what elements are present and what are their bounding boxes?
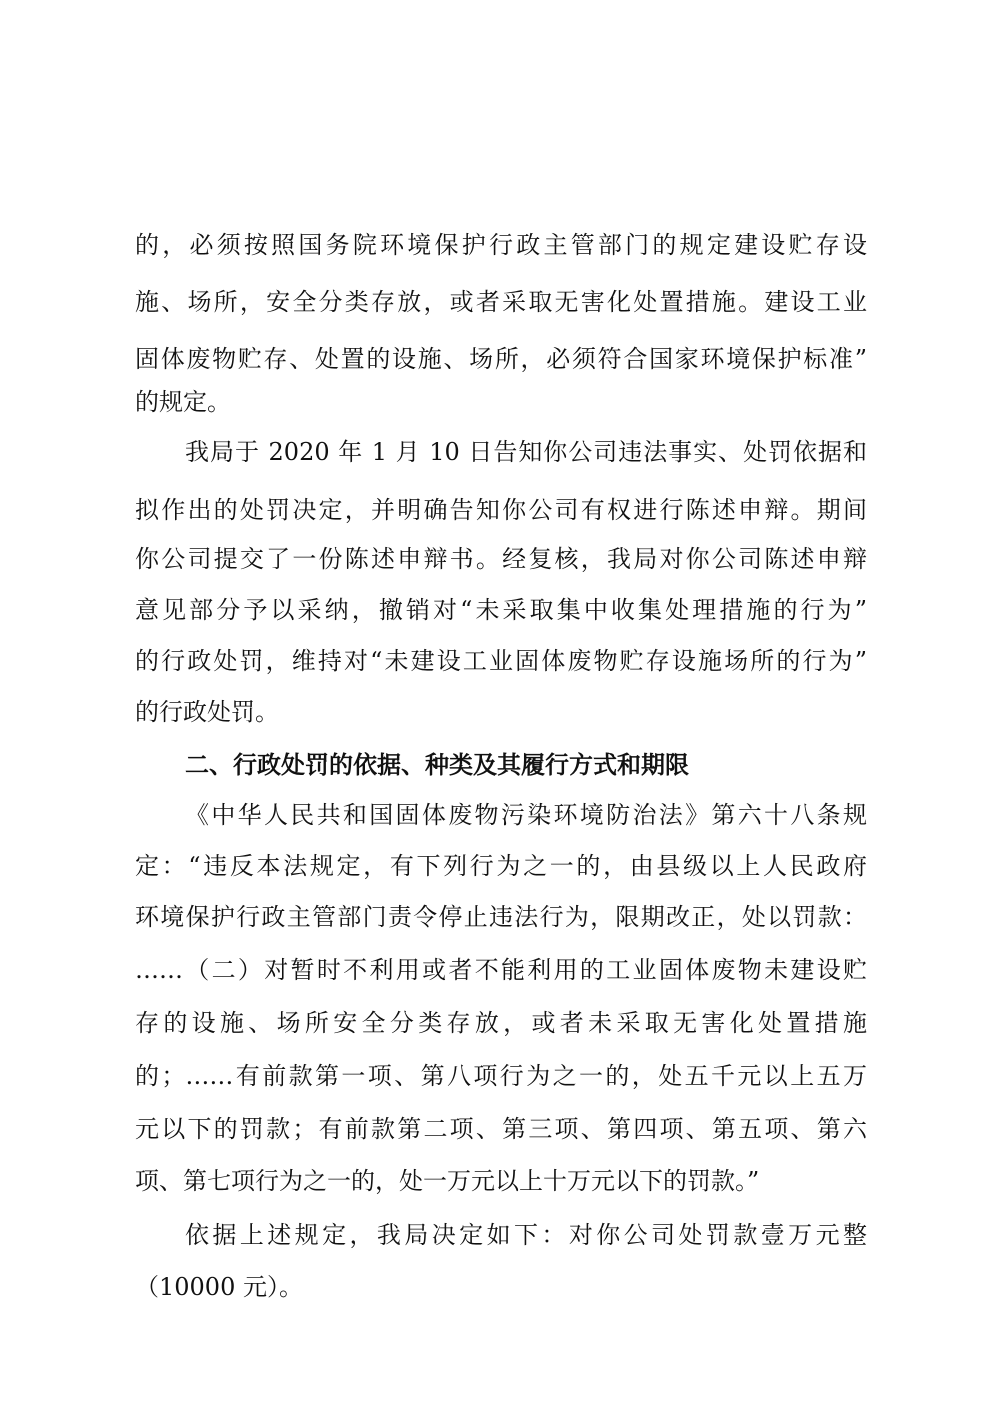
paragraph-3-line-3: 环境保护行政主管部门责令停止违法行为，限期改正，处以罚款：: [135, 903, 867, 931]
paragraph-2-line-6: 的行政处罚。: [135, 698, 279, 726]
paragraph-2-line-1: 我局于 2020 年 1 月 10 日告知你公司违法事实、处罚依据和: [185, 438, 867, 466]
paragraph-4-line-2: （10000 元）。: [135, 1273, 303, 1301]
paragraph-4-line-1: 依据上述规定，我局决定如下：对你公司处罚款壹万元整: [185, 1221, 867, 1249]
paragraph-1-line-3: 固体废物贮存、处置的设施、场所，必须符合国家环境保护标准”: [135, 345, 867, 373]
paragraph-3-line-8: 项、第七项行为之一的，处一万元以上十万元以下的罚款。”: [135, 1167, 760, 1195]
paragraph-2-line-4: 意见部分予以采纳，撤销对“未采取集中收集处理措施的行为”: [135, 596, 867, 624]
paragraph-3-line-1: 《中华人民共和国固体废物污染环境防治法》第六十八条规: [185, 801, 867, 829]
paragraph-1-line-4: 的规定。: [135, 388, 231, 416]
section-heading: 二、行政处罚的依据、种类及其履行方式和期限: [185, 751, 689, 779]
paragraph-1-line-2: 施、场所，安全分类存放，或者采取无害化处置措施。建设工业: [135, 288, 867, 316]
paragraph-3-line-4: ……（二）对暂时不利用或者不能利用的工业固体废物未建设贮: [135, 956, 867, 984]
paragraph-3-line-5: 存的设施、场所安全分类存放，或者未采取无害化处置措施: [135, 1009, 867, 1037]
paragraph-2-line-5: 的行政处罚，维持对“未建设工业固体废物贮存设施场所的行为”: [135, 647, 867, 675]
paragraph-2-line-3: 你公司提交了一份陈述申辩书。经复核，我局对你公司陈述申辩: [135, 545, 867, 573]
paragraph-3-line-6: 的；……有前款第一项、第八项行为之一的，处五千元以上五万: [135, 1062, 867, 1090]
paragraph-1-line-1: 的，必须按照国务院环境保护行政主管部门的规定建设贮存设: [135, 231, 867, 259]
paragraph-2-line-2: 拟作出的处罚决定，并明确告知你公司有权进行陈述申辩。期间: [135, 496, 867, 524]
paragraph-3-line-2: 定：“违反本法规定，有下列行为之一的，由县级以上人民政府: [135, 852, 867, 880]
paragraph-3-line-7: 元以下的罚款；有前款第二项、第三项、第四项、第五项、第六: [135, 1115, 867, 1143]
